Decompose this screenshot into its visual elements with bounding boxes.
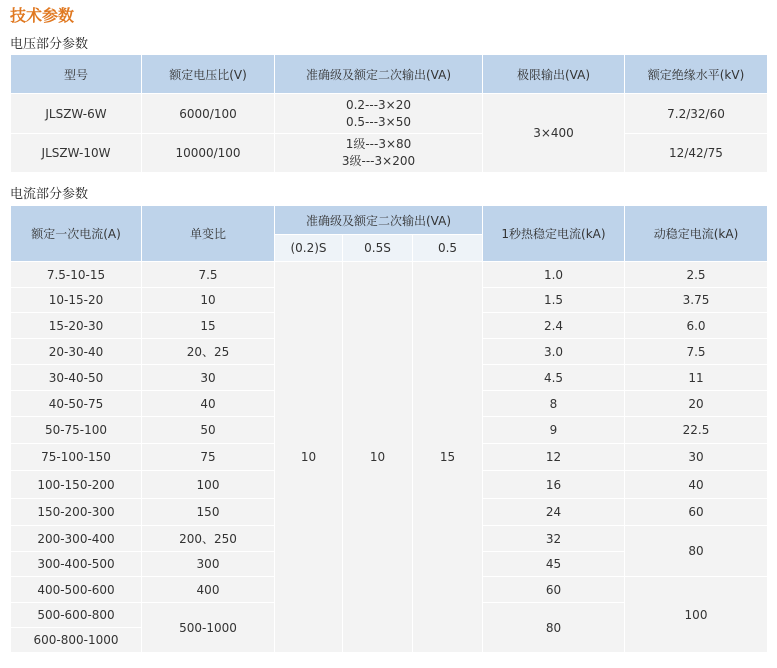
primary-current-cell: 40-50-75 xyxy=(11,391,142,417)
accuracy-0-2s-value: 10 xyxy=(275,262,343,653)
thermal-cell: 9 xyxy=(483,417,625,444)
single-ratio-cell: 300 xyxy=(142,552,275,577)
primary-current-cell: 100-150-200 xyxy=(11,471,142,499)
dynamic-cell: 80 xyxy=(625,526,768,577)
accuracy-line: 3级---3×200 xyxy=(341,154,416,168)
limit-output-cell: 3×400 xyxy=(483,94,625,173)
thermal-cell: 1.0 xyxy=(483,262,625,288)
single-ratio-cell: 500-1000 xyxy=(142,603,275,653)
primary-current-cell: 10-15-20 xyxy=(11,288,142,313)
thermal-cell: 4.5 xyxy=(483,365,625,391)
single-ratio-cell: 75 xyxy=(142,444,275,471)
current-header-accuracy: 准确级及额定二次输出(VA) xyxy=(275,206,483,235)
thermal-cell: 80 xyxy=(483,603,625,653)
insulation-cell: 12/42/75 xyxy=(625,134,768,173)
thermal-cell: 3.0 xyxy=(483,339,625,365)
ratio-cell: 6000/100 xyxy=(142,94,275,134)
single-ratio-cell: 20、25 xyxy=(142,339,275,365)
single-ratio-cell: 200、250 xyxy=(142,526,275,552)
thermal-cell: 12 xyxy=(483,444,625,471)
accuracy-line: 1级---3×80 xyxy=(345,137,412,151)
table-row xyxy=(11,134,768,173)
thermal-cell: 16 xyxy=(483,471,625,499)
single-ratio-cell: 400 xyxy=(142,577,275,603)
single-ratio-cell: 150 xyxy=(142,499,275,526)
current-header-primary: 额定一次电流(A) xyxy=(11,206,142,262)
voltage-header-model: 型号 xyxy=(11,55,142,94)
voltage-header-insulation: 额定绝缘水平(kV) xyxy=(625,55,768,94)
thermal-cell: 45 xyxy=(483,552,625,577)
dynamic-cell: 60 xyxy=(625,499,768,526)
model-cell: JLSZW-10W xyxy=(11,134,142,173)
primary-current-cell: 500-600-800 xyxy=(11,603,142,628)
page-title: 技术参数 xyxy=(10,6,75,25)
dynamic-cell: 11 xyxy=(625,365,768,391)
dynamic-cell: 3.75 xyxy=(625,288,768,313)
primary-current-cell: 400-500-600 xyxy=(11,577,142,603)
dynamic-cell: 40 xyxy=(625,471,768,499)
primary-current-cell: 15-20-30 xyxy=(11,313,142,339)
dynamic-cell: 20 xyxy=(625,391,768,417)
accuracy-class-0-5: 0.5 xyxy=(413,235,483,262)
single-ratio-cell: 40 xyxy=(142,391,275,417)
single-ratio-cell: 30 xyxy=(142,365,275,391)
primary-current-cell: 600-800-1000 xyxy=(11,628,142,653)
single-ratio-cell: 15 xyxy=(142,313,275,339)
current-header-dynamic: 动稳定电流(kA) xyxy=(625,206,768,262)
accuracy-class-0-5s: 0.5S xyxy=(343,235,413,262)
dynamic-cell: 30 xyxy=(625,444,768,471)
thermal-cell: 8 xyxy=(483,391,625,417)
thermal-cell: 60 xyxy=(483,577,625,603)
thermal-cell: 1.5 xyxy=(483,288,625,313)
accuracy-0-5s-value: 10 xyxy=(343,262,413,653)
accuracy-line: 0.5---3×50 xyxy=(345,114,412,129)
current-params-table xyxy=(10,205,768,653)
single-ratio-cell: 7.5 xyxy=(142,262,275,288)
model-cell: JLSZW-6W xyxy=(11,94,142,134)
accuracy-line: 0.2---3×20 xyxy=(345,97,412,112)
current-header-ratio: 单变比 xyxy=(142,206,275,262)
current-section-heading: 电流部分参数 xyxy=(10,187,89,202)
primary-current-cell: 7.5-10-15 xyxy=(11,262,142,288)
single-ratio-cell: 100 xyxy=(142,471,275,499)
primary-current-cell: 20-30-40 xyxy=(11,339,142,365)
primary-current-cell: 150-200-300 xyxy=(11,499,142,526)
dynamic-cell: 22.5 xyxy=(625,417,768,444)
accuracy-class-0-2s: (0.2)S xyxy=(275,235,343,262)
accuracy-cell xyxy=(275,94,483,134)
dynamic-cell: 6.0 xyxy=(625,313,768,339)
ratio-cell: 10000/100 xyxy=(142,134,275,173)
insulation-cell: 7.2/32/60 xyxy=(625,94,768,134)
primary-current-cell: 30-40-50 xyxy=(11,365,142,391)
accuracy-cell xyxy=(275,134,483,173)
primary-current-cell: 75-100-150 xyxy=(11,444,142,471)
thermal-cell: 32 xyxy=(483,526,625,552)
primary-current-cell: 50-75-100 xyxy=(11,417,142,444)
accuracy-0-5-value: 15 xyxy=(413,262,483,653)
current-header-thermal: 1秒热稳定电流(kA) xyxy=(483,206,625,262)
dynamic-cell: 100 xyxy=(625,577,768,653)
thermal-cell: 2.4 xyxy=(483,313,625,339)
table-row xyxy=(11,262,768,288)
table-row xyxy=(11,94,768,134)
dynamic-cell: 7.5 xyxy=(625,339,768,365)
voltage-header-ratio: 额定电压比(V) xyxy=(142,55,275,94)
voltage-header-limit: 极限输出(VA) xyxy=(483,55,625,94)
single-ratio-cell: 50 xyxy=(142,417,275,444)
dynamic-cell: 2.5 xyxy=(625,262,768,288)
voltage-section-heading: 电压部分参数 xyxy=(10,37,89,52)
thermal-cell: 24 xyxy=(483,499,625,526)
primary-current-cell: 200-300-400 xyxy=(11,526,142,552)
single-ratio-cell: 10 xyxy=(142,288,275,313)
voltage-params-table xyxy=(10,54,768,173)
primary-current-cell: 300-400-500 xyxy=(11,552,142,577)
voltage-header-accuracy: 准确级及额定二次输出(VA) xyxy=(275,55,483,94)
